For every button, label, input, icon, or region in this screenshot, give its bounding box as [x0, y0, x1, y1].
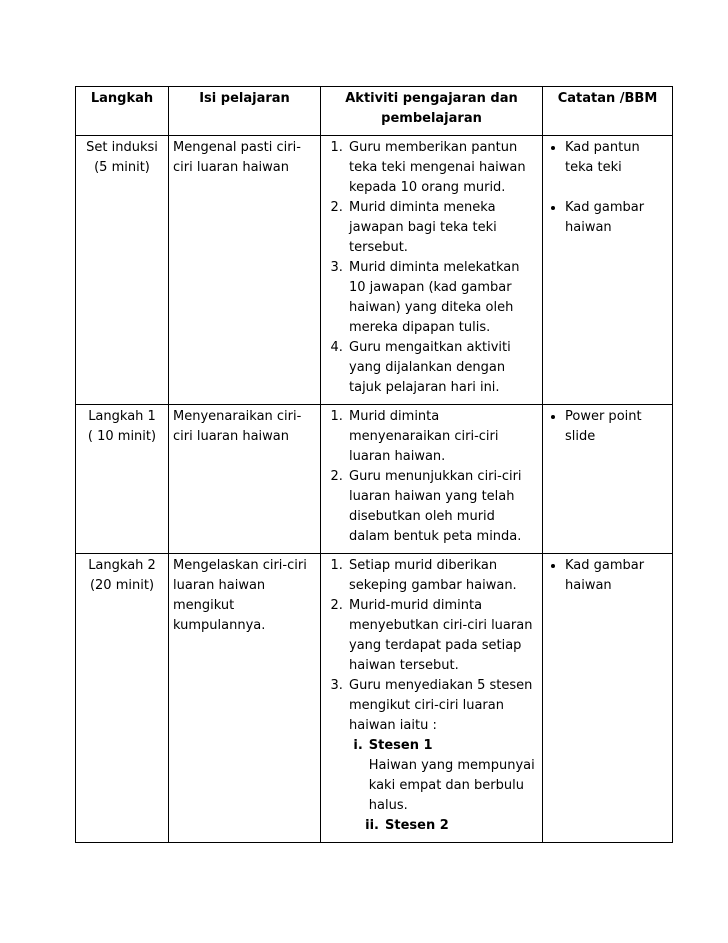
activity-text: Guru menyediakan 5 stesen mengikut ciri-ciri luaran haiwan iaitu : — [349, 678, 533, 733]
activity-list — [325, 556, 538, 836]
station-number: i. — [353, 738, 363, 753]
step-time: (5 minit) — [94, 160, 150, 175]
content-cell: Mengenal pasti ciri-ciri luaran haiwan — [169, 136, 321, 405]
note-item: • Power point slide — [565, 407, 668, 447]
note-cell — [543, 405, 673, 554]
activity-cell — [321, 554, 543, 843]
step-label: Langkah 1 — [88, 409, 156, 424]
header-isi-pelajaran: Isi pelajaran — [169, 87, 321, 136]
table-row — [76, 554, 673, 843]
content-cell: Menyenaraikan ciri-ciri luaran haiwan — [169, 405, 321, 554]
activity-item: 2. Murid diminta meneka jawapan bagi teka teki tersebut. — [347, 198, 538, 258]
lesson-plan-table — [75, 86, 673, 843]
note-item: • Kad gambar haiwan — [565, 556, 668, 596]
table-row — [76, 136, 673, 405]
step-cell — [76, 405, 169, 554]
activity-item: 1. Guru memberikan pantun teka teki mengenai haiwan kepada 10 orang murid. — [347, 138, 538, 198]
note-item: • Kad gambar haiwan — [565, 198, 668, 238]
header-row — [76, 87, 673, 136]
note-item: • Kad pantun teka teki — [565, 138, 668, 178]
station-body — [369, 736, 538, 816]
activity-item: 2. Murid-murid diminta menyebutkan ciri-ciri luaran yang terdapat pada setiap haiwan tersebut. — [347, 596, 538, 676]
header-catatan: Catatan /BBM — [543, 87, 673, 136]
step-cell — [76, 554, 169, 843]
activity-item — [347, 676, 538, 836]
header-langkah: Langkah — [76, 87, 169, 136]
activity-list — [325, 407, 538, 547]
note-list — [547, 556, 668, 596]
step-time: ( 10 minit) — [87, 429, 157, 444]
note-cell — [543, 136, 673, 405]
step-label: Langkah 2 — [88, 558, 156, 573]
step-label: Set induksi — [86, 140, 158, 155]
station-title: Stesen 1 — [368, 738, 433, 753]
activity-item: 3. Murid diminta melekatkan 10 jawapan (kad gambar haiwan) yang diteka oleh mereka dipapan tulis. — [347, 258, 538, 338]
station-item — [349, 736, 538, 816]
station-list — [349, 736, 538, 836]
station-item — [349, 816, 538, 836]
content-cell: Mengelaskan ciri-ciri luaran haiwan mengikut kumpulannya. — [169, 554, 321, 843]
activity-item: 4. Guru mengaitkan aktiviti yang dijalankan dengan tajuk pelajaran hari ini. — [347, 338, 538, 398]
step-time: (20 minit) — [89, 578, 155, 593]
table-row — [76, 405, 673, 554]
note-list — [547, 138, 668, 238]
activity-item: 1. Setiap murid diberikan sekeping gambar haiwan. — [347, 556, 538, 596]
activity-item: 1. Murid diminta menyenaraikan ciri-ciri luaran haiwan. — [347, 407, 538, 467]
note-list — [547, 407, 668, 447]
activity-cell — [321, 136, 543, 405]
activity-list — [325, 138, 538, 398]
note-cell — [543, 554, 673, 843]
station-desc: Haiwan yang mempunyai kaki empat dan berbulu halus. — [368, 758, 535, 813]
header-aktiviti: Aktiviti pengajaran dan pembelajaran — [321, 87, 543, 136]
station-number: ii. — [365, 818, 379, 833]
activity-cell — [321, 405, 543, 554]
station-title: Stesen 2 — [385, 818, 449, 833]
activity-item: 2. Guru menunjukkan ciri-ciri luaran haiwan yang telah disebutkan oleh murid dalam bentuk peta minda. — [347, 467, 538, 547]
step-cell — [76, 136, 169, 405]
